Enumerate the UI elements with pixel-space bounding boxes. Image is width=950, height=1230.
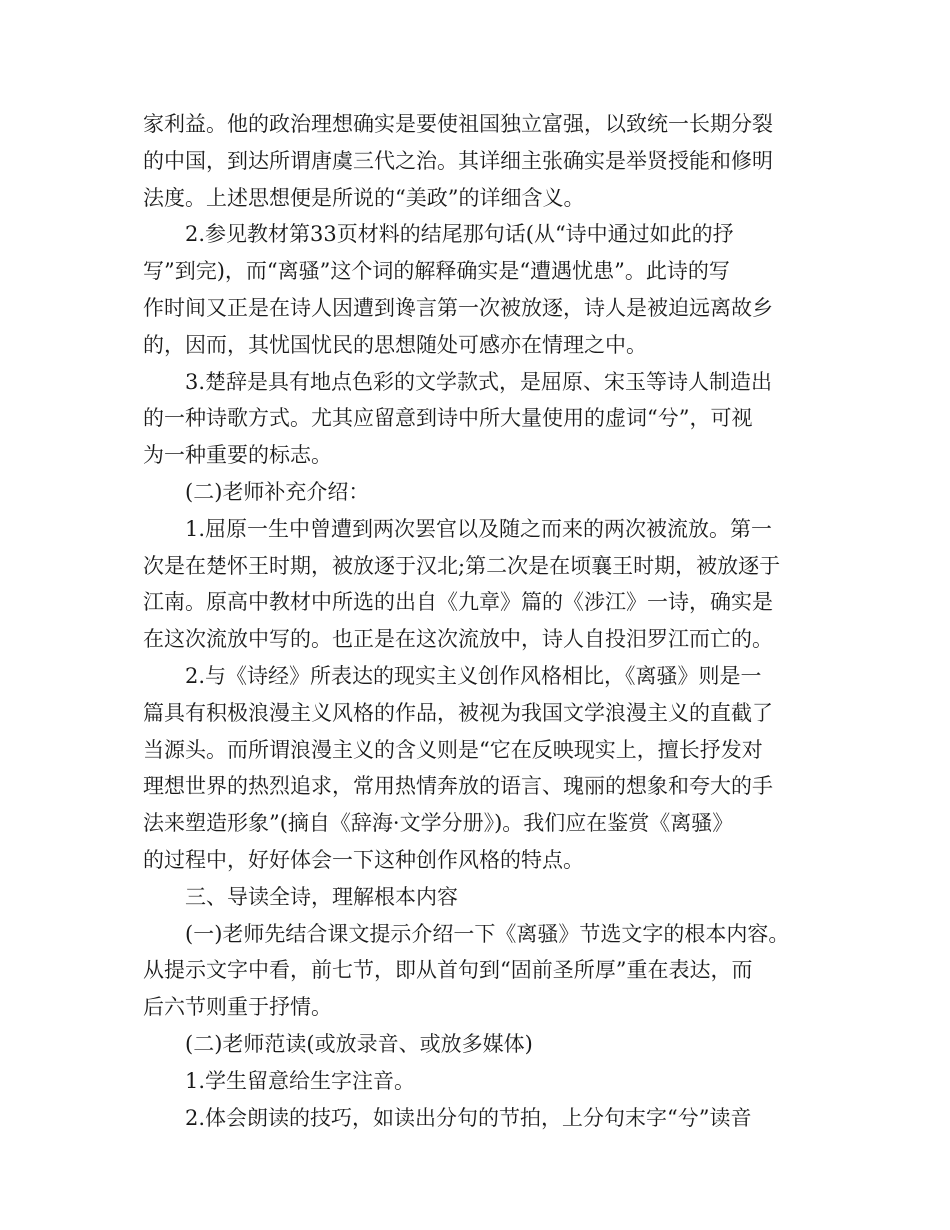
text-line: 江南。原高中教材中所选的出自《九章》篇的《涉江》一诗，确实是	[143, 590, 773, 615]
text-line: 后六节则重于抒情。	[143, 995, 332, 1020]
text-line: 1.屈原一生中曾遭到两次罢官以及随之而来的两次被流放。第一	[185, 516, 773, 541]
text-line: 的一种诗歌方式。尤其应留意到诗中所大量使用的虚词“兮”，可视	[143, 406, 753, 431]
text-line: 作时间又正是在诗人因遭到谗言第一次被放逐，诗人是被迫远离故乡	[143, 295, 773, 320]
document-body	[143, 106, 811, 1136]
text-line: 的中国，到达所谓唐虞三代之治。其详细主张确实是举贤授能和修明	[143, 148, 773, 173]
text-line: 2.参见教材第33页材料的结尾那句话(从“诗中通过如此的抒	[185, 222, 734, 247]
text-line: 2.体会朗读的技巧，如读出分句的节拍，上分句末字“兮”读音	[185, 1105, 752, 1130]
text-line: 写”到完)，而“离骚”这个词的解释确实是“遭遇忧患”。此诗的写	[143, 259, 730, 284]
section-heading: 三、导读全诗，理解根本内容	[185, 884, 458, 909]
text-line: 当源头。而所谓浪漫主义的含义则是“它在反映现实上，擅长抒发对	[143, 737, 763, 762]
text-line: 3.楚辞是具有地点色彩的文学款式，是屈原、宋玉等诗人制造出	[185, 369, 773, 394]
text-line: 篇具有积极浪漫主义风格的作品，被视为我国文学浪漫主义的直截了	[143, 700, 773, 725]
text-line: 的过程中，好好体会一下这种创作风格的特点。	[143, 847, 584, 872]
text-line: 从提示文字中看，前七节，即从首句到“固前圣所厚”重在表达，而	[143, 958, 753, 983]
text-line: 1.学生留意给生字注音。	[185, 1068, 416, 1093]
section-heading: (二)老师范读(或放录音、或放多媒体)	[185, 1031, 533, 1056]
text-line: 法度。上述思想便是所说的“美政”的详细含义。	[143, 185, 585, 210]
text-line: 2.与《诗经》所表达的现实主义创作风格相比，《离骚》则是一	[185, 663, 762, 688]
section-heading: (二)老师补充介绍：	[185, 479, 370, 504]
text-line: 为一种重要的标志。	[143, 443, 332, 468]
text-line: 法来塑造形象”(摘自《辞海·文学分册》)。我们应在鉴赏《离骚》	[143, 811, 734, 836]
text-line: 家利益。他的政治理想确实是要使祖国独立富强，以致统一长期分裂	[143, 112, 773, 136]
text-line: 次是在楚怀王时期，被放逐于汉北;第二次是在顷襄王时期，被放逐于	[143, 553, 781, 578]
text-line: (一)老师先结合课文提示介绍一下《离骚》节选文字的根本内容。	[185, 921, 790, 946]
text-line: 理想世界的热烈追求，常用热情奔放的语言、瑰丽的想象和夸大的手	[143, 774, 773, 799]
text-line: 在这次流放中写的。也正是在这次流放中，诗人自投汨罗江而亡的。	[143, 627, 773, 652]
text-line: 的，因而，其忧国忧民的思想随处可感亦在情理之中。	[143, 332, 647, 357]
